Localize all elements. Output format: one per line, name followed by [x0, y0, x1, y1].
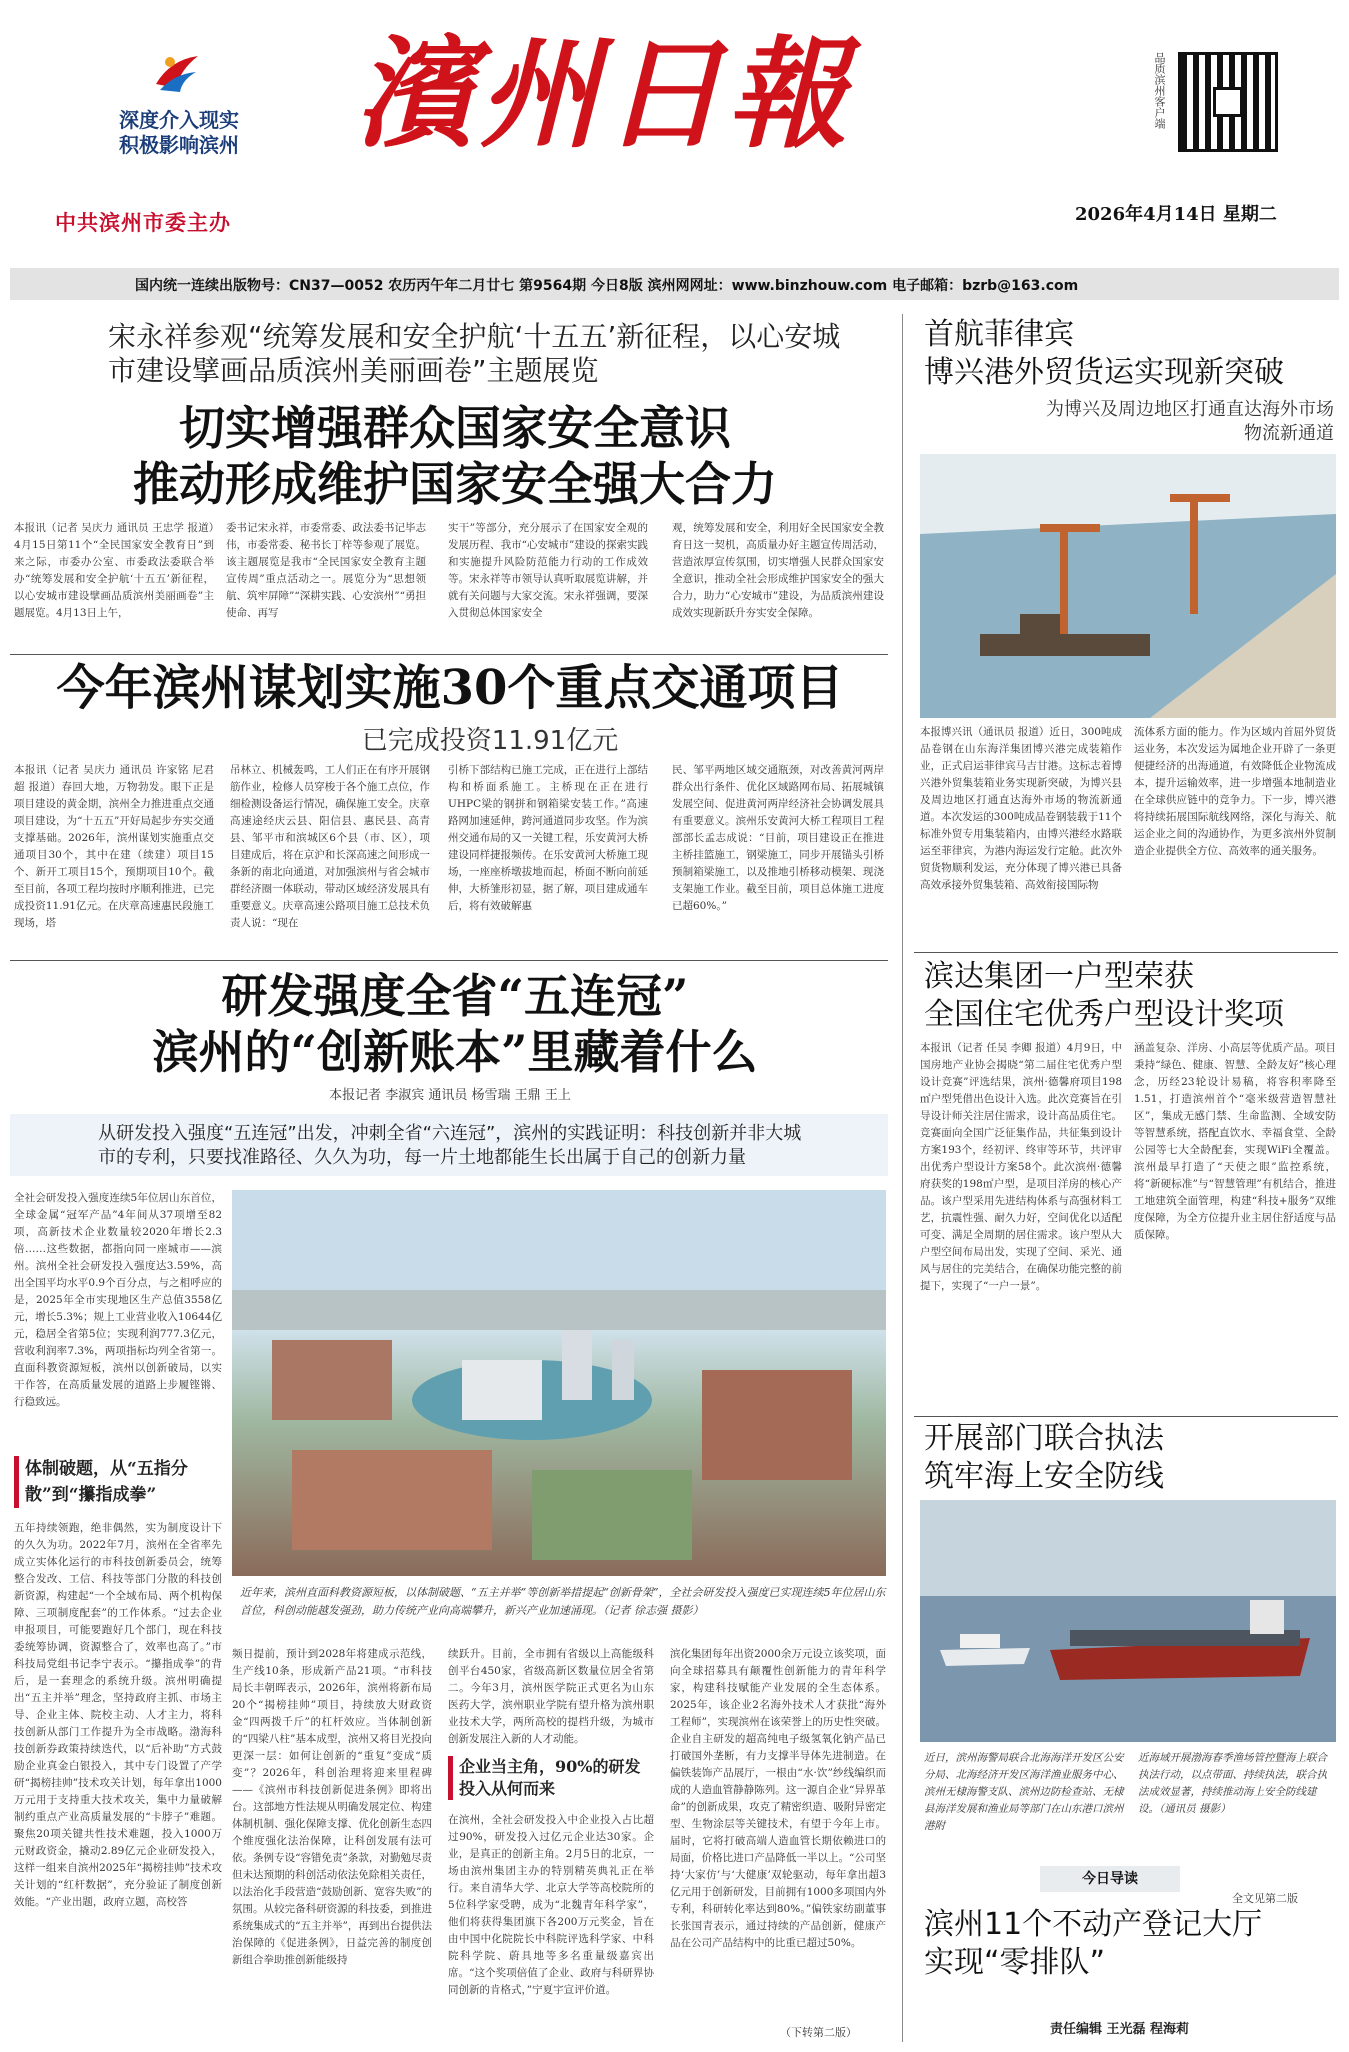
port-subhead-line-1: 为博兴及周边地区打通直达海外市场 [1046, 399, 1334, 420]
port-headline[interactable] [924, 316, 1334, 392]
issue-date: 2026年4月14日 星期二 [1075, 204, 1277, 225]
transport-body-col-4: 民、邹平两地区域交通瓶颈，对改善黄河两岸群众出行条件、优化区域路网布局、拓展城镇发展空间、促进黄河两岸经济社会协调发展具有重要意义。滨州乐安黄河大桥工程项目工程部部长孟志成说：“目前，项目建设正在推进主桥挂篮施工，钢梁施工，同步开展锚头引桥预制箱梁施工，以及推地引桥移动模架、现浇支架施工作业。截至目前，项目总体施工进度已超60%。” [672, 764, 884, 912]
masthead-title: 濱州日報 [355, 24, 851, 165]
award-headline-line-1: 滨达集团一户型荣获 [924, 959, 1194, 994]
maritime-caption-left: 近日，滨州海警局联合北海海洋开发区公安分局、北海经济开发区海洋渔业服务中心、滨州无棣海警支队、滨州边防检查站、无棣县海洋发展和渔业局等部门在山东港口滨州港附 [924, 1752, 1124, 1832]
lead-headline[interactable] [20, 400, 890, 512]
today-guide-tag: 今日导读 [1040, 1866, 1180, 1892]
innovation-photo-caption: 近年来，滨州直面科教资源短板，以体制破题、“五主并举”等创新举措提起“创新骨架”，全社会研发投入强度已实现连续5年位居山东首位，科创动能越发强劲，助力传统产业向高端攀升，新兴产业加速涌现。（记者 徐志强 摄影） [240, 1586, 886, 1617]
lead-kicker [108, 320, 888, 388]
lead-kicker-line-1: 宋永祥参观“统筹发展和安全护航‘十五五’新征程，以心安城 [108, 320, 841, 353]
newspaper-logo [150, 50, 204, 94]
award-headline-line-2: 全国住宅优秀户型设计奖项 [924, 997, 1284, 1032]
qr-code-icon[interactable] [1178, 52, 1278, 152]
maritime-caption-right: 近海域开展渤海春季渔场管控暨海上联合执法行动，以点带面、持续执法，联合执法成效显著，持续推动海上安全防线建设。（通讯员 摄影） [1138, 1752, 1327, 1815]
innovation-photo [232, 1190, 886, 1576]
port-body-col-1: 本报博兴讯（通讯员 报道）近日，300吨成品卷钢在山东海洋集团博兴港完成装箱作业，正式启运菲律宾马吉甘港。这标志着博兴港外贸集装箱业务实现新突破，为博兴县及周边地区打通直达海外市场的物流新通道。本次发运的300吨成品卷钢装载于11个标准外贸专用集装箱内，由博兴港经水路联运至菲律宾，为港内海运发行定舱。此次外贸货物顺利发运，充分体现了博兴港已具备高效承接外贸集装箱、高效衔接国际物 [920, 726, 1122, 891]
award-headline[interactable] [924, 958, 1334, 1034]
lead-kicker-line-2: 市建设擘画品质滨州美丽画卷”主题展览 [108, 354, 599, 387]
port-subhead-line-2: 物流新通道 [1244, 423, 1334, 444]
innovation-body-col-a1: 全社会研发投入强度连续5年位居山东首位，全球金属“冠军产品”4年间从37项增至82项，高新技术企业数量较2020年增长2.3倍……这些数据，都指向同一座城市——滨州。滨州全社会研发投入强度达3.59%，高出全国平均水平0.9个百分点，与之相呼应的是，2025年全市实现地区生产总值3558亿元，增长5.3%；规上工业营业收入10644亿元，稳居全省第5位；实现利润777.3亿元，营收利润率7.3%，两项指标均列全省第一。直面科教资源短板，滨州以创新破局，以实干作答，在高质量发展的道路上步履铿锵、行稳致远。 [14, 1192, 222, 1408]
innovation-body-col-c: 频日提前，预计到2028年将建成示范线，生产线10条，形成新产品21项。“市科技局长丰朝晖表示，2026年，滨州将新布局20个“揭榜挂帅”项目，持续放大财政资金“四两拨千斤”的杠杆效应。当体制创新的“四梁八柱”基本成型，滨州又将目光投向更深一层：如何让创新的“重复”变成“质变”？2026年，科创治理将迎来里程碑——《滨州市科技创新促进条例》即将出台。这部地方性法规从明确发展定位、构建体制机制、强化保障支撑、优化创新生态四个维度强化法治保障，让科创发展有法可依。条例专设“容错免责”条款，对勤勉尽责但未达预期的科创活动依法免除相关责任，以法治化手段营造“鼓励创新、宽容失败”的氛围。从较完备科研资源的科技委，到推进系统集成式的“五主并举”，再到出台提供法治保障的《促进条例》，日益完善的制度创新组合拳助推创新能级持 [232, 1648, 432, 1966]
innovation-lead-line-1: 从研发投入强度“五连冠”出发，冲刺全省“六连冠”，滨州的实践证明：科技创新并非大城 [98, 1123, 802, 1144]
transport-body-col-2: 吊林立、机械轰鸣，工人们正在有序开展钢筋作业，检修人员穿梭于各个施工点位，作细检测设备运行情况，确保施工安全。庆章高速途经庆云县、阳信县、惠民县、高青县、邹平市和滨城区6个县（市、区），项目建成后，将在京沪和长深高速之间形成一条新的南北向通道，对加强滨州与省会城市群经济圈一体联动，带动区域经济发展具有重要意义。庆章高速公路项目施工总技术负责人说：“现在 [230, 764, 430, 929]
innovation-body-col-d: 续跃升。目前，全市拥有省级以上高能级科创平台450家，省级高新区数量位居全省第二。今年3月，滨州医学院正式更名为山东医药大学，滨州职业学院有望升格为滨州职业技术大学，两所高校的提档升级，为城市创新发展注入新的人才动能。 [448, 1648, 654, 1745]
lead-body-col-3: 实干”等部分，充分展示了在国家安全观的发展历程、我市“心安城市”建设的探索实践和实施提升风险防范能力行动的工作成效等。宋永祥等市领导认真听取展览讲解，并就有关问题与大家交流。宋永祥强调，要深入贯彻总体国家安全 [448, 522, 648, 619]
guide-headline-line-1: 滨州11个不动产登记大厅 [924, 1907, 1263, 1942]
continued-note: （下转第二版） [780, 2026, 857, 2039]
innovation-subhead-2: 企业当主角，90%的研发投入从何而来 [448, 1756, 654, 1800]
issue-info-bar: 国内统一连续出版物号：CN37—0052 农历丙午年二月廿七 第9564期 今日8版 滨州网网址：www.binzhouw.com 电子邮箱：bzrb@163.com [10, 268, 1339, 300]
innovation-body-col-a2: 五年持续领跑，绝非偶然，实为制度设计下的久久为功。2022年7月，滨州在全省率先成立实体化运行的市科技创新委员会，统筹整合发改、工信、科技等部门分散的科技创新资源，构建起“一个全域布局、两个机构保障、三项制度配套”的工作体系。“过去企业申报项目，可能要跑好几个部门，现在科技委统筹协调，资源整合了，效率也高了。”市科技局党组书记李宁表示。“攥指成拳”的背后，是一套理念的系统升级。滨州明确提出“五主并举”理念，坚持政府主抓、市场主导、企业主体、院校主动、人才主力，将科技创新从部门工作提升为全市战略。渤海科技创新券政策持续迭代，以“后补助”方式鼓励企业真金白银投入，其中专门设置了产学研“揭榜挂帅”技术攻关计划，每年拿出1000万元用于支持重大技术攻关，集中力量破解制约重点产业高质量发展的“卡脖子”难题。聚焦20项关键共性技术难题，投入1000万元财政资金，撬动2.89亿元企业研发投入，这样一组来自滨州2025年“揭榜挂帅”技术攻关计划的“红杆数据”，充分验证了制度创新效能。“产业出题，政府立题，高校答 [14, 1522, 222, 1908]
award-body-col-2: 涵盖复杂、洋房、小高层等优质产品。项目秉持“绿色、健康、智慧、全龄友好”核心理念，历经23轮设计易稿，将容积率降至1.51，打造滨州首个“毫米级营造智慧社区”，集成无感门禁、生命监测、全域安防等智慧系统，搭配直饮水、幸福食堂、全龄公园等七大全龄配套，实现WiFi全覆盖。滨州最早打造了“天使之眼”监控系统，将“新硬标准”与“智慧管理”有机结合，推进工地建筑全面管理，构建“科技+服务”双维度保障，为全方位提升业主居住舒适度与品质保障。 [1134, 1042, 1336, 1241]
qr-caption: 品质滨州客户端 [1153, 52, 1166, 129]
innovation-lead-box [10, 1114, 888, 1176]
maritime-headline[interactable] [924, 1420, 1334, 1496]
maritime-headline-line-1: 开展部门联合执法 [924, 1421, 1164, 1456]
maritime-photo [920, 1500, 1336, 1742]
innovation-body-col-d2: 在滨州，全社会研发投入中企业投入占比超过90%，研发投入过亿元企业达30家。企业，是真正的创新主角。2月5日的北京，一场由滨州集团主办的特别精英典礼正在举行。来自清华大学、北京大学等高校院所的5位科学家受聘，成为“北魏青年科学家”，他们将获得集团旗下各200万元奖金，旨在由中国中化院院长中科院评选科学家、中科院科学院、蔚具地等多名重量级嘉宾出席。“这个奖项倍值了企业、政府与科研界协同创新的肯格式，”宁夏宇宣评价道。 [448, 1814, 654, 1996]
innovation-body-col-e: 滨化集团每年出资2000余万元设立该奖项，面向全球招募具有颠覆性创新能力的青年科学家，构建科技赋能产业发展的全生态体系。2025年，该企业2名海外技术人才获批“海外工程师”，实现滨州在该荣誉上的历史性突破。企业自主研发的超高纯电子级氢氧化钠产品已打破国外垄断，有力支撑半导体先进制造。在偏铁装饰产品展厅，一根由“水·饮”纱线编织而成的人造血管静静陈列。这一源自企业“异界革命”的创新成果，攻克了精密织造、吸附异密定型、生物涂层等关键技术，有望于今年上市。届时，它将打破高端人造血管长期依赖进口的局面，价格比进口产品降低一半以上。“公司坚持‘大家仿’与‘大健康’双轮驱动，每年拿出超3亿元用于创新研发，目前拥有1000多项国内外专利，科研转化率达到80%。”偏铁家纺副董事长张国青表示，通过持续的产品创新，健康产品在公司产品结构中的比重已超过50%。 [670, 1648, 886, 1949]
port-headline-line-2: 博兴港外贸货运实现新突破 [924, 355, 1284, 390]
guide-headline[interactable] [924, 1906, 1334, 1982]
divider [10, 654, 888, 655]
lead-body-col-4: 观，统筹发展和安全，利用好全民国家安全教育日这一契机，高质量办好主题宣传周活动，营造浓厚宣传氛围，切实增强人民群众国家安全意识，推动全社会形成维护国家安全的强大合力，助力“心安城市”建设，为品质滨州建设成效实现新跃升夯实安全保障。 [672, 522, 884, 619]
innovation-headline-line-1: 研发强度全省“五连冠” [221, 969, 689, 1023]
column-divider [902, 314, 903, 2042]
guide-note: 全文见第二版 [1232, 1892, 1298, 1905]
port-photo [920, 454, 1336, 718]
lead-body-col-2: 委书记宋永祥，市委常委、政法委书记毕志伟，市委常委、秘书长丁梓等参观了展览。该主题展览是我市“全民国家安全教育主题宣传周”重点活动之一。展览分为“思想领航、筑牢屏障”“深耕实践、心安滨州”“勇担使命、再写 [226, 522, 426, 619]
port-headline-line-1: 首航菲律宾 [924, 317, 1074, 352]
newspaper-slogan [104, 108, 254, 158]
innovation-subhead-1: 体制破题，从“五指分散”到“攥指成拳” [14, 1456, 222, 1508]
divider [914, 952, 1338, 953]
sponsor-label: 中共滨州市委主办 [55, 210, 231, 235]
divider [914, 1416, 1338, 1417]
divider [10, 960, 888, 961]
port-subhead [924, 398, 1334, 446]
innovation-lead-line-2: 市的专利，只要找准路径、久久为功，每一片土地都能生长出属于自己的创新力量 [98, 1147, 746, 1168]
lead-headline-line-1: 切实增强群众国家安全意识 [179, 401, 731, 455]
guide-headline-line-2: 实现“零排队” [924, 1945, 1106, 1980]
lead-body-col-1: 本报讯（记者 吴庆力 通讯员 王忠学 报道）4月15日第11个“全民国家安全教育日”到来之际，市委办公室、市委政法委联合举办“统筹发展和安全护航‘十五五’新征程，以心安城市建设擘画品质滨州美丽画卷”主题展览。4月13日上午， [14, 522, 214, 619]
lead-headline-line-2: 推动形成维护国家安全强大合力 [133, 457, 777, 511]
editors-credit: 责任编辑 王光磊 程海莉 [1050, 2022, 1190, 2037]
transport-body-col-1: 本报讯（记者 吴庆力 通讯员 许家铭 尼君超 报道）春回大地，万物勃发。眼下正是项目建设的黄金期，滨州全力推进重点交通项目建设，为“十五五”开好局起步夯实交通支撑基础。2026年，滨州谋划实施重点交通项目30个，其中在建（续建）项目15个、新开工项目15个，预期项目10个。截至目前，各项工程均按时序顺利推进，已完成投资11.91亿元。在庆章高速惠民段施工现场，塔 [14, 764, 214, 929]
transport-body-col-3: 引桥下部结构已施工完成，正在进行上部结构和桥面系施工。主桥现在正在进行UHPC梁的钢拼和钢箱梁安装工作。”高速路网加速延伸，跨河通道同步攻坚。作为滨州交通布局的又一关键工程，乐安黄河大桥建设同样捷报频传。在乐安黄河大桥施工现场，一座座桥墩拔地而起，桥面不断向前延伸，大桥雏形初显，据了解，项目建成通车后，将有效破解惠 [448, 764, 648, 912]
slogan-line-2: 积极影响滨州 [119, 133, 239, 157]
slogan-line-1: 深度介入现实 [119, 108, 239, 132]
award-body-col-1: 本报讯（记者 任吴 李卿 报道）4月9日，中国房地产业协会揭晓“第二届住宅优秀户型设计竞赛”评选结果，滨州·德馨府项目198㎡户型凭借出色设计入选。此次竞赛旨在引导设计师关注居住需求，设计高品质住宅。竞赛面向全国广泛征集作品，共征集到设计方案193个，经初评、终审等环节，共评审出优秀户型设计方案58个。此次滨州·德馨府获奖的198㎡户型，是项目洋房的核心产品。该户型采用先进结构体系与高强材料工艺，抗震性强、耐久力好，空间优化以适配可变、满足全周期的居住需求。该户型从大户型空间布局出发，实现了空间、采光、通风与居住的完美结合，在确保功能完整的前提下，实现了“一户一景”。 [920, 1042, 1122, 1292]
innovation-byline: 本报记者 李淑宾 通讯员 杨雪瑞 王鼎 王上 [329, 1088, 571, 1103]
port-body-col-2: 流体系方面的能力。作为区域内首屈外贸货运业务，本次发运为属地企业开辟了一条更便捷经济的出海通道，有效降低企业物流成本，提升运输效率，进一步增强本地制造业在全球供应链中的竞争力。下一步，博兴港将持续拓展国际航线网络，深化与海关、航运企业之间的沟通协作，为更多滨州外贸制造企业提供全方位、高效率的通关服务。 [1134, 726, 1336, 857]
maritime-headline-line-2: 筑牢海上安全防线 [924, 1459, 1164, 1494]
transport-headline[interactable]: 今年滨州谋划实施30个重点交通项目 [56, 660, 844, 716]
innovation-headline[interactable] [20, 968, 890, 1080]
innovation-headline-line-2: 滨州的“创新账本”里藏着什么 [152, 1025, 758, 1079]
transport-subhead: 已完成投资11.91亿元 [361, 726, 619, 756]
